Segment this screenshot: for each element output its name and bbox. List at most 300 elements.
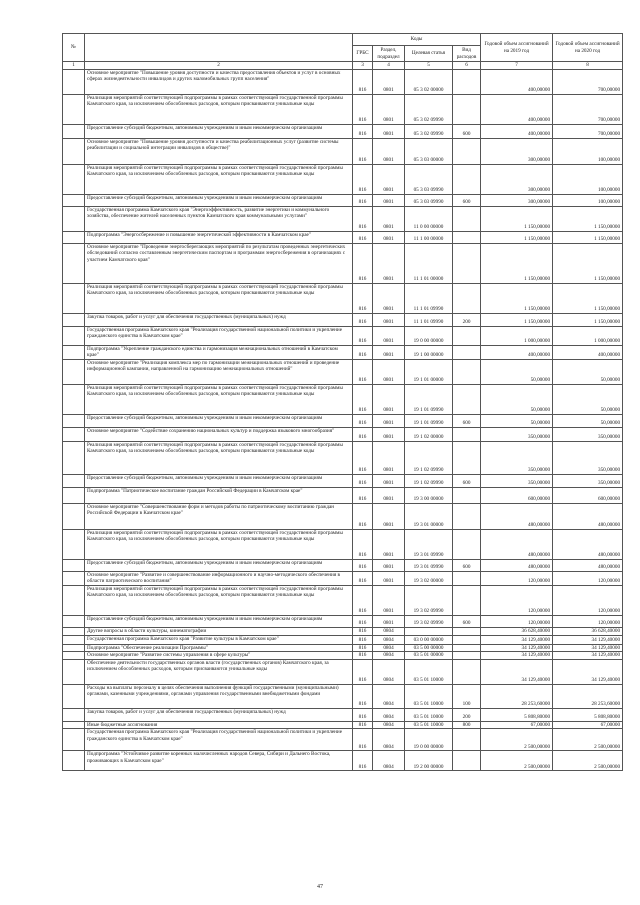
row-2019-cell: 120,00000 bbox=[481, 615, 553, 627]
row-target-cell: 05 3 02 00000 bbox=[405, 69, 453, 94]
row-2020-cell: 34 129,40000 bbox=[553, 635, 623, 644]
row-grbs-cell: 816 bbox=[353, 326, 373, 345]
row-target-cell: 19 3 00 00000 bbox=[405, 487, 453, 503]
row-2019-cell: 120,00000 bbox=[481, 571, 553, 585]
budget-table-sheet bbox=[62, 33, 622, 771]
row-kind-cell bbox=[453, 751, 481, 771]
row-grbs-cell: 816 bbox=[353, 474, 373, 487]
row-target-cell: 19 3 02 00000 bbox=[405, 571, 453, 585]
table-row bbox=[63, 138, 623, 164]
table-row bbox=[63, 751, 623, 771]
row-section-cell: 0801 bbox=[373, 194, 405, 206]
row-name-cell: Государственная программа Камчатского края "Энергоэффективность, развитие энергетики и коммунального хозяйства, обеспечение жителей населенных пунктов Камчатского края коммунальными услугами" bbox=[85, 206, 353, 231]
row-number-cell bbox=[63, 69, 85, 94]
row-target-cell: 19 1 02 09990 bbox=[405, 474, 453, 487]
row-grbs-cell: 816 bbox=[353, 231, 373, 243]
row-2019-cell: 600,00000 bbox=[481, 487, 553, 503]
row-number-cell bbox=[63, 326, 85, 345]
row-2019-cell: 50,00000 bbox=[481, 414, 553, 427]
row-name-cell: Подпрограмма "Патриотическое воспитание граждан Российской Федерации в Камчатском крае" bbox=[85, 487, 353, 503]
row-kind-cell bbox=[453, 729, 481, 751]
row-2019-cell: 50,00000 bbox=[481, 384, 553, 414]
row-name-cell: Расходы на выплаты персоналу в целях обеспечения выполнения функций государственными (муниципальными) органами, казенными учреждениями, органами управления государственными внебюджетными фондами bbox=[85, 684, 353, 708]
table-row bbox=[63, 384, 623, 414]
row-number-cell bbox=[63, 313, 85, 326]
table-row bbox=[63, 414, 623, 427]
row-target-cell: 11 1 01 09990 bbox=[405, 313, 453, 326]
row-2020-cell: 480,00000 bbox=[553, 529, 623, 559]
header-section: Раздел, подраздел bbox=[373, 46, 405, 62]
row-number-cell bbox=[63, 487, 85, 503]
row-number-cell bbox=[63, 194, 85, 206]
row-name-cell: Реализация мероприятий соответствующей подпрограммы в рамках соответствующей государственной программы Камчатского края, за исключением обособленных расходов, которым присваиваются уникальные коды bbox=[85, 529, 353, 559]
row-name-cell: Реализация мероприятий соответствующей подпрограммы в рамках соответствующей государственной программы Камчатского края, за исключением обособленных расходов, которым присваиваются уникальные коды bbox=[85, 164, 353, 194]
row-grbs-cell: 816 bbox=[353, 708, 373, 721]
row-grbs-cell: 816 bbox=[353, 559, 373, 571]
header-kind: Вид расходов bbox=[453, 46, 481, 62]
table-row bbox=[63, 644, 623, 652]
row-number-cell bbox=[63, 231, 85, 243]
row-2020-cell: 480,00000 bbox=[553, 503, 623, 529]
index-cell: 4 bbox=[373, 62, 405, 70]
row-2019-cell: 2 500,00000 bbox=[481, 729, 553, 751]
index-row bbox=[63, 62, 623, 70]
row-section-cell: 0801 bbox=[373, 94, 405, 124]
index-cell: 1 bbox=[63, 62, 85, 70]
row-kind-cell bbox=[453, 441, 481, 474]
row-2020-cell: 120,00000 bbox=[553, 571, 623, 585]
row-grbs-cell: 816 bbox=[353, 503, 373, 529]
row-name-cell: Основное мероприятие "Повышение уровня доступности и качества предоставления объектов и услуг в основных сферах жизнедеятельности инвалидов и других маломобильных групп населения" bbox=[85, 69, 353, 94]
row-kind-cell bbox=[453, 345, 481, 359]
row-target-cell: 03 5 01 00000 bbox=[405, 652, 453, 660]
row-target-cell: 19 1 02 00000 bbox=[405, 427, 453, 441]
row-name-cell: Подпрограмма "Устойчивое развитие коренных малочисленных народов Севера, Сибири и Дальнего Востока, проживающих в Камчатском крае" bbox=[85, 751, 353, 771]
table-row bbox=[63, 652, 623, 660]
row-name-cell: Реализация мероприятий соответствующей подпрограммы в рамках соответствующей государственной программы Камчатского края, за исключением обособленных расходов, которым присваиваются уникальные коды bbox=[85, 384, 353, 414]
row-name-cell: Основное мероприятие "Реализация комплекса мер по гармонизации межнациональных отношений и проведение информационной кампании, направленной на гармонизацию межнациональных отношений" bbox=[85, 359, 353, 384]
table-row bbox=[63, 124, 623, 138]
row-2019-cell: 400,00000 bbox=[481, 94, 553, 124]
index-cell: 3 bbox=[353, 62, 373, 70]
row-section-cell: 0801 bbox=[373, 615, 405, 627]
row-name-cell: Закупка товаров, работ и услуг для обеспечения государственных (муниципальных) нужд bbox=[85, 313, 353, 326]
row-target-cell: 19 1 01 09990 bbox=[405, 414, 453, 427]
row-grbs-cell: 816 bbox=[353, 69, 373, 94]
row-kind-cell: 200 bbox=[453, 313, 481, 326]
row-section-cell: 0801 bbox=[373, 441, 405, 474]
row-2020-cell: 2 500,00000 bbox=[553, 751, 623, 771]
row-2020-cell: 50,00000 bbox=[553, 384, 623, 414]
row-kind-cell bbox=[453, 164, 481, 194]
row-name-cell: Реализация мероприятий соответствующей подпрограммы в рамках соответствующей государственной программы Камчатского края, за исключением обособленных расходов, которым присваиваются уникальные коды bbox=[85, 283, 353, 313]
row-2019-cell: 400,00000 bbox=[481, 69, 553, 94]
row-kind-cell bbox=[453, 243, 481, 283]
budget-table bbox=[62, 33, 623, 771]
row-name-cell: Основное мероприятие "Развитие системы управления в сфере культуры" bbox=[85, 652, 353, 660]
row-2020-cell: 34 129,40000 bbox=[553, 652, 623, 660]
row-number-cell bbox=[63, 359, 85, 384]
table-row bbox=[63, 474, 623, 487]
row-name-cell: Иные бюджетные ассигнования bbox=[85, 721, 353, 729]
row-2020-cell: 600,00000 bbox=[553, 487, 623, 503]
table-row bbox=[63, 427, 623, 441]
row-2020-cell: 34 129,40000 bbox=[553, 644, 623, 652]
row-section-cell: 0801 bbox=[373, 345, 405, 359]
table-body bbox=[63, 69, 623, 771]
row-2019-cell: 34 129,40000 bbox=[481, 659, 553, 684]
row-number-cell bbox=[63, 414, 85, 427]
row-target-cell: 03 5 01 10000 bbox=[405, 659, 453, 684]
row-section-cell: 0801 bbox=[373, 206, 405, 231]
row-2020-cell: 1 150,00000 bbox=[553, 231, 623, 243]
row-kind-cell bbox=[453, 627, 481, 635]
row-2020-cell: 480,00000 bbox=[553, 559, 623, 571]
row-2019-cell: 34 129,40000 bbox=[481, 644, 553, 652]
header-target: Целевая статья bbox=[405, 46, 453, 62]
row-number-cell bbox=[63, 571, 85, 585]
row-number-cell bbox=[63, 441, 85, 474]
row-number-cell bbox=[63, 164, 85, 194]
table-row bbox=[63, 313, 623, 326]
row-grbs-cell: 816 bbox=[353, 206, 373, 231]
table-row bbox=[63, 721, 623, 729]
row-kind-cell: 600 bbox=[453, 194, 481, 206]
row-2020-cell: 700,00000 bbox=[553, 94, 623, 124]
row-name-cell: Подпрограмма "Обеспечение реализации Программы" bbox=[85, 644, 353, 652]
row-2020-cell: 100,00000 bbox=[553, 194, 623, 206]
row-name-cell: Государственная программа Камчатского края "Реализация государственной национальной политики и укрепление гражданского единства в Камчатском крае" bbox=[85, 729, 353, 751]
row-section-cell: 0801 bbox=[373, 559, 405, 571]
row-number-cell bbox=[63, 652, 85, 660]
row-kind-cell bbox=[453, 94, 481, 124]
row-section-cell: 0804 bbox=[373, 627, 405, 635]
row-section-cell: 0801 bbox=[373, 474, 405, 487]
row-kind-cell bbox=[453, 206, 481, 231]
row-2019-cell: 480,00000 bbox=[481, 559, 553, 571]
row-kind-cell bbox=[453, 359, 481, 384]
row-section-cell: 0801 bbox=[373, 384, 405, 414]
row-target-cell: 11 1 01 09990 bbox=[405, 283, 453, 313]
row-number-cell bbox=[63, 124, 85, 138]
row-grbs-cell: 816 bbox=[353, 283, 373, 313]
row-section-cell: 0801 bbox=[373, 359, 405, 384]
row-name-cell: Предоставление субсидий бюджетным, автономным учреждениям и иным некоммерческим организациям bbox=[85, 474, 353, 487]
row-2019-cell: 1 150,00000 bbox=[481, 231, 553, 243]
page-number: 47 bbox=[317, 884, 323, 890]
table-row bbox=[63, 487, 623, 503]
table-row bbox=[63, 206, 623, 231]
row-2019-cell: 300,00000 bbox=[481, 194, 553, 206]
row-section-cell: 0801 bbox=[373, 243, 405, 283]
row-2019-cell: 36 628,40000 bbox=[481, 627, 553, 635]
row-target-cell: 05 3 02 09990 bbox=[405, 94, 453, 124]
row-number-cell bbox=[63, 559, 85, 571]
row-2019-cell: 400,00000 bbox=[481, 124, 553, 138]
row-name-cell: Основное мероприятие "Совершенствование форм и методов работы по патриотическому воспитанию граждан Российской Федерации в Камчатском крае" bbox=[85, 503, 353, 529]
table-row bbox=[63, 615, 623, 627]
row-kind-cell: 600 bbox=[453, 615, 481, 627]
row-grbs-cell: 816 bbox=[353, 313, 373, 326]
row-grbs-cell: 816 bbox=[353, 684, 373, 708]
row-kind-cell: 600 bbox=[453, 124, 481, 138]
row-2020-cell: 120,00000 bbox=[553, 615, 623, 627]
row-number-cell bbox=[63, 474, 85, 487]
row-2020-cell: 1 150,00000 bbox=[553, 283, 623, 313]
row-target-cell: 05 3 02 09990 bbox=[405, 124, 453, 138]
row-2020-cell: 1 150,00000 bbox=[553, 243, 623, 283]
table-row bbox=[63, 94, 623, 124]
row-2020-cell: 1 150,00000 bbox=[553, 206, 623, 231]
table-row bbox=[63, 659, 623, 684]
row-name-cell: Подпрограмма "Укрепление гражданского единства и гармонизация межнациональных отношений в Камчатском крае" bbox=[85, 345, 353, 359]
row-grbs-cell: 816 bbox=[353, 571, 373, 585]
row-grbs-cell: 816 bbox=[353, 194, 373, 206]
row-section-cell: 0804 bbox=[373, 644, 405, 652]
table-row bbox=[63, 559, 623, 571]
row-target-cell: 19 3 02 09990 bbox=[405, 585, 453, 615]
row-kind-cell: 600 bbox=[453, 414, 481, 427]
row-2019-cell: 300,00000 bbox=[481, 164, 553, 194]
row-2019-cell: 5 808,80000 bbox=[481, 708, 553, 721]
row-number-cell bbox=[63, 427, 85, 441]
row-kind-cell bbox=[453, 487, 481, 503]
row-number-cell bbox=[63, 206, 85, 231]
row-target-cell: 19 1 02 09990 bbox=[405, 441, 453, 474]
row-name-cell: Предоставление субсидий бюджетным, автономным учреждениям и иным некоммерческим организациям bbox=[85, 414, 353, 427]
row-2020-cell: 700,00000 bbox=[553, 69, 623, 94]
row-number-cell bbox=[63, 708, 85, 721]
row-2020-cell: 67,00000 bbox=[553, 721, 623, 729]
row-number-cell bbox=[63, 751, 85, 771]
row-2019-cell: 34 129,40000 bbox=[481, 652, 553, 660]
row-2019-cell: 120,00000 bbox=[481, 585, 553, 615]
row-section-cell: 0804 bbox=[373, 652, 405, 660]
index-cell: 7 bbox=[481, 62, 553, 70]
row-2019-cell: 1 150,00000 bbox=[481, 243, 553, 283]
header-codes: Коды bbox=[353, 34, 481, 46]
table-row bbox=[63, 585, 623, 615]
row-number-cell bbox=[63, 635, 85, 644]
row-section-cell: 0801 bbox=[373, 138, 405, 164]
row-grbs-cell: 816 bbox=[353, 345, 373, 359]
row-2020-cell: 28 253,60000 bbox=[553, 684, 623, 708]
row-2019-cell: 400,00000 bbox=[481, 345, 553, 359]
row-2019-cell: 1 150,00000 bbox=[481, 283, 553, 313]
row-2019-cell: 28 253,60000 bbox=[481, 684, 553, 708]
row-grbs-cell: 816 bbox=[353, 529, 373, 559]
row-section-cell: 0804 bbox=[373, 708, 405, 721]
row-2019-cell: 1 000,00000 bbox=[481, 326, 553, 345]
row-kind-cell bbox=[453, 652, 481, 660]
row-target-cell: 03 5 01 10000 bbox=[405, 708, 453, 721]
row-target-cell: 19 1 01 09990 bbox=[405, 384, 453, 414]
row-kind-cell: 200 bbox=[453, 708, 481, 721]
row-number-cell bbox=[63, 627, 85, 635]
row-kind-cell bbox=[453, 659, 481, 684]
row-2019-cell: 1 150,00000 bbox=[481, 206, 553, 231]
table-row bbox=[63, 729, 623, 751]
row-target-cell: 19 3 01 00000 bbox=[405, 503, 453, 529]
row-name-cell: Государственная программа Камчатского края "Развитие культуры в Камчатском крае" bbox=[85, 635, 353, 644]
row-kind-cell bbox=[453, 427, 481, 441]
table-row bbox=[63, 283, 623, 313]
row-name-cell: Предоставление субсидий бюджетным, автономным учреждениям и иным некоммерческим организациям bbox=[85, 559, 353, 571]
row-kind-cell: 100 bbox=[453, 684, 481, 708]
row-target-cell: 05 3 03 09990 bbox=[405, 164, 453, 194]
index-cell: 8 bbox=[553, 62, 623, 70]
row-section-cell: 0801 bbox=[373, 427, 405, 441]
row-section-cell: 0801 bbox=[373, 503, 405, 529]
row-target-cell: 03 0 00 00000 bbox=[405, 635, 453, 644]
row-number-cell bbox=[63, 615, 85, 627]
row-target-cell: 19 3 01 09990 bbox=[405, 559, 453, 571]
row-kind-cell bbox=[453, 138, 481, 164]
index-cell: 2 bbox=[85, 62, 353, 70]
row-2019-cell: 350,00000 bbox=[481, 441, 553, 474]
row-target-cell: 11 1 01 00000 bbox=[405, 243, 453, 283]
row-target-cell: 19 3 02 09990 bbox=[405, 615, 453, 627]
row-2019-cell: 2 500,00000 bbox=[481, 751, 553, 771]
row-2020-cell: 400,00000 bbox=[553, 345, 623, 359]
row-target-cell: 11 0 00 00000 bbox=[405, 206, 453, 231]
row-number-cell bbox=[63, 283, 85, 313]
table-row bbox=[63, 635, 623, 644]
row-section-cell: 0801 bbox=[373, 585, 405, 615]
row-target-cell: 03 5 01 10000 bbox=[405, 684, 453, 708]
row-2020-cell: 5 808,80000 bbox=[553, 708, 623, 721]
row-number-cell bbox=[63, 644, 85, 652]
row-grbs-cell: 816 bbox=[353, 359, 373, 384]
row-2020-cell: 36 628,40000 bbox=[553, 627, 623, 635]
row-2019-cell: 67,00000 bbox=[481, 721, 553, 729]
row-section-cell: 0804 bbox=[373, 729, 405, 751]
row-section-cell: 0801 bbox=[373, 487, 405, 503]
row-number-cell bbox=[63, 585, 85, 615]
row-grbs-cell: 816 bbox=[353, 721, 373, 729]
row-section-cell: 0801 bbox=[373, 124, 405, 138]
row-2019-cell: 1 150,00000 bbox=[481, 313, 553, 326]
row-target-cell: 03 5 01 10000 bbox=[405, 721, 453, 729]
row-kind-cell bbox=[453, 644, 481, 652]
row-kind-cell bbox=[453, 326, 481, 345]
header-number: № bbox=[63, 34, 85, 62]
row-number-cell bbox=[63, 384, 85, 414]
row-grbs-cell: 816 bbox=[353, 138, 373, 164]
row-name-cell: Подпрограмма "Энергосбережение и повышение энергетической эффективности в Камчатском крае" bbox=[85, 231, 353, 243]
row-grbs-cell: 816 bbox=[353, 427, 373, 441]
row-name-cell: Основное мероприятие "Развитие и совершенствование информационного и научно-методического обеспечения в области патриотического воспитания" bbox=[85, 571, 353, 585]
table-row bbox=[63, 194, 623, 206]
row-number-cell bbox=[63, 729, 85, 751]
row-2019-cell: 350,00000 bbox=[481, 427, 553, 441]
row-number-cell bbox=[63, 684, 85, 708]
row-grbs-cell: 816 bbox=[353, 487, 373, 503]
row-kind-cell bbox=[453, 231, 481, 243]
row-section-cell: 0801 bbox=[373, 529, 405, 559]
row-grbs-cell: 816 bbox=[353, 615, 373, 627]
row-grbs-cell: 816 bbox=[353, 729, 373, 751]
row-grbs-cell: 816 bbox=[353, 644, 373, 652]
row-grbs-cell: 816 bbox=[353, 414, 373, 427]
row-target-cell: 11 1 00 00000 bbox=[405, 231, 453, 243]
row-target-cell bbox=[405, 627, 453, 635]
row-number-cell bbox=[63, 659, 85, 684]
row-2020-cell: 1 000,00000 bbox=[553, 326, 623, 345]
row-kind-cell: 600 bbox=[453, 474, 481, 487]
row-2019-cell: 480,00000 bbox=[481, 529, 553, 559]
row-section-cell: 0801 bbox=[373, 326, 405, 345]
row-section-cell: 0801 bbox=[373, 164, 405, 194]
row-target-cell: 19 2 00 00000 bbox=[405, 751, 453, 771]
table-row bbox=[63, 326, 623, 345]
row-2019-cell: 50,00000 bbox=[481, 359, 553, 384]
row-number-cell bbox=[63, 503, 85, 529]
row-name-cell: Реализация мероприятий соответствующей подпрограммы в рамках соответствующей государственной программы Камчатского края, за исключением обособленных расходов, которым присваиваются уникальные коды bbox=[85, 585, 353, 615]
header-2020: Годовой объем ассигнований на 2020 год bbox=[553, 34, 623, 62]
row-kind-cell bbox=[453, 283, 481, 313]
table-row bbox=[63, 359, 623, 384]
row-grbs-cell: 816 bbox=[353, 164, 373, 194]
row-target-cell: 05 3 03 00000 bbox=[405, 138, 453, 164]
row-target-cell: 19 0 00 00000 bbox=[405, 326, 453, 345]
row-name-cell: Обеспечение деятельности государственных органов власти (государственных органов) Камчатского края, за исключением обособленных расходов, которым присваиваются уникальные коды bbox=[85, 659, 353, 684]
row-2019-cell: 34 129,40000 bbox=[481, 635, 553, 644]
row-2019-cell: 350,00000 bbox=[481, 474, 553, 487]
table-row bbox=[63, 345, 623, 359]
row-section-cell: 0804 bbox=[373, 635, 405, 644]
row-target-cell: 19 1 00 00000 bbox=[405, 345, 453, 359]
row-section-cell: 0801 bbox=[373, 571, 405, 585]
row-kind-cell bbox=[453, 635, 481, 644]
table-row bbox=[63, 441, 623, 474]
row-grbs-cell: 816 bbox=[353, 124, 373, 138]
row-kind-cell bbox=[453, 384, 481, 414]
row-2020-cell: 700,00000 bbox=[553, 124, 623, 138]
table-row bbox=[63, 571, 623, 585]
table-row bbox=[63, 503, 623, 529]
row-name-cell: Другие вопросы в области культуры, кинематографии bbox=[85, 627, 353, 635]
header-name bbox=[85, 34, 353, 62]
table-row bbox=[63, 529, 623, 559]
row-kind-cell: 800 bbox=[453, 721, 481, 729]
table-row bbox=[63, 627, 623, 635]
row-target-cell: 05 3 03 09990 bbox=[405, 194, 453, 206]
row-kind-cell bbox=[453, 503, 481, 529]
header-grbs: ГРБС bbox=[353, 46, 373, 62]
row-section-cell: 0801 bbox=[373, 414, 405, 427]
row-name-cell: Реализация мероприятий соответствующей подпрограммы в рамках соответствующей государственной программы Камчатского края, за исключением обособленных расходов, которым присваиваются уникальные коды bbox=[85, 94, 353, 124]
row-2020-cell: 120,00000 bbox=[553, 585, 623, 615]
table-row bbox=[63, 243, 623, 283]
row-2020-cell: 100,00000 bbox=[553, 138, 623, 164]
row-number-cell bbox=[63, 94, 85, 124]
row-section-cell: 0801 bbox=[373, 69, 405, 94]
row-grbs-cell: 816 bbox=[353, 751, 373, 771]
row-target-cell: 19 1 01 00000 bbox=[405, 359, 453, 384]
header-2019: Годовой объем ассигнований на 2019 год bbox=[481, 34, 553, 62]
row-grbs-cell: 816 bbox=[353, 585, 373, 615]
row-section-cell: 0801 bbox=[373, 313, 405, 326]
row-2020-cell: 350,00000 bbox=[553, 441, 623, 474]
row-section-cell: 0801 bbox=[373, 231, 405, 243]
row-grbs-cell: 816 bbox=[353, 243, 373, 283]
row-kind-cell bbox=[453, 585, 481, 615]
row-section-cell: 0801 bbox=[373, 283, 405, 313]
row-name-cell: Предоставление субсидий бюджетным, автономным учреждениям и иным некоммерческим организациям bbox=[85, 194, 353, 206]
row-target-cell: 19 0 00 00000 bbox=[405, 729, 453, 751]
row-section-cell: 0804 bbox=[373, 721, 405, 729]
